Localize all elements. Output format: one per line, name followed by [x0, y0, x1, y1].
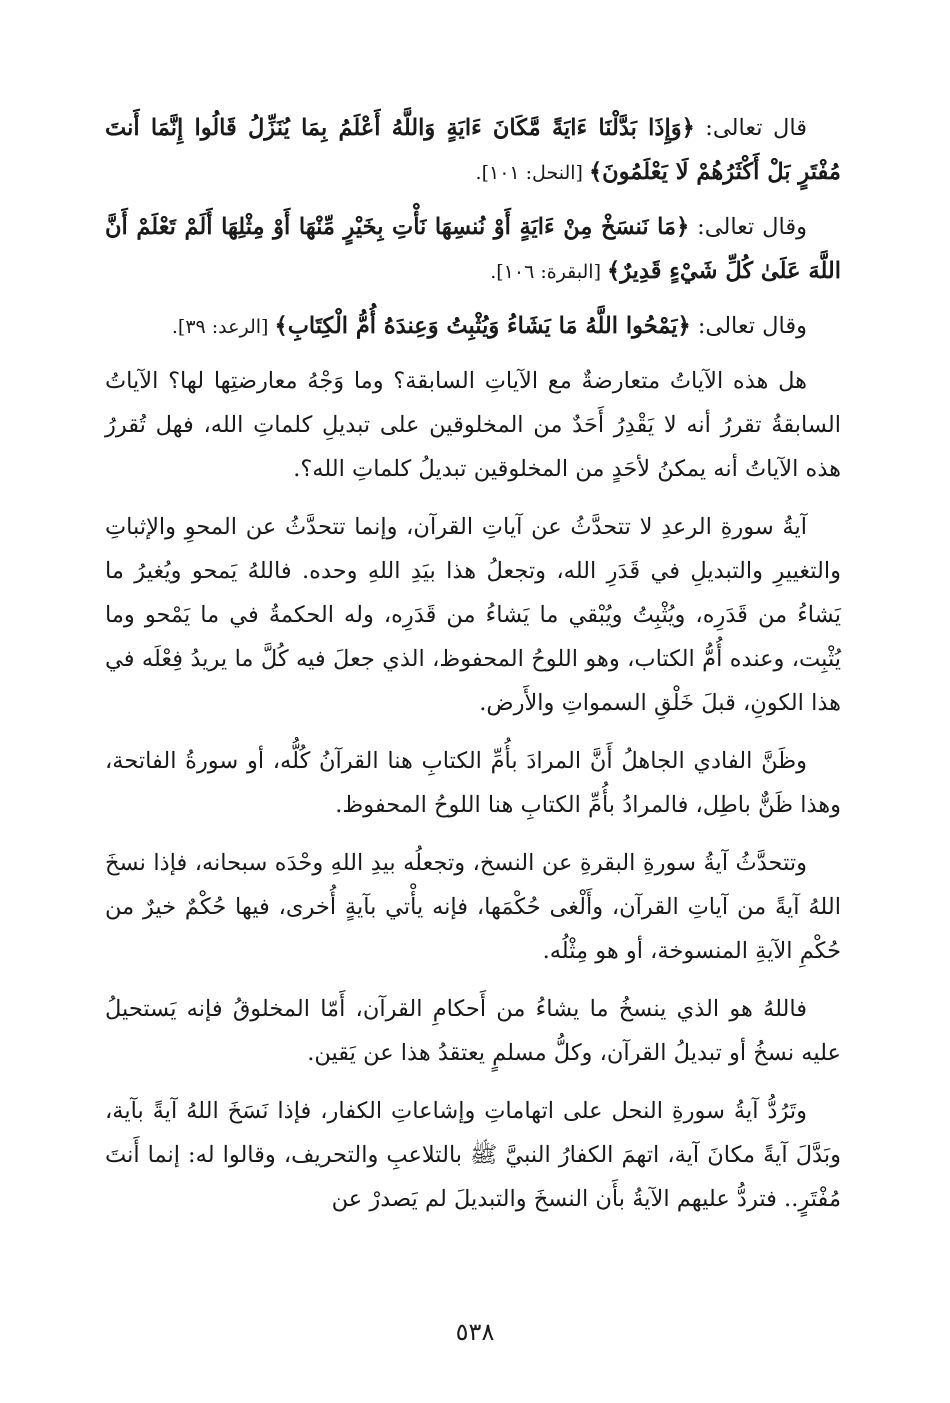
verse-paragraph-nahl-101 — [105, 106, 841, 195]
verse-paragraph-rad-39 — [105, 304, 841, 349]
verse-citation: [النحل: ١٠١]. — [475, 162, 589, 184]
quran-verse-text: وَإِذَا بَدَّلْنَا ءَايَةً مَّكَانَ ءَايَةٍ وَاللَّهُ أَعْلَمُ بِمَا يُنَزِّلُ قَالُوا إِنَّمَا أَنتَ مُفْتَرٍ بَلْ أَكْثَرُهُمْ لَا يَعْلَمُونَ — [105, 115, 841, 185]
page-body — [105, 106, 841, 1235]
ornate-close-bracket: ﴾ — [607, 258, 621, 284]
body-paragraph-rad-explanation: آيةُ سورةِ الرعدِ لا تتحدَّثُ عن آياتِ القرآن، وإنما تتحدَّثُ عن المحوِ والإثباتِ والتغييرِ والتبديلِ في قَدَرِ الله، وتجعلُ هذا بيَدِ اللهِ وحده. فاللهُ يَمحو ويُغيرُ ما يَشاءُ من قَدَرِه، ويُثْبِتُ ويُبْقي ما يَشاءُ من قَدَرِه، وله الحكمةُ في ما يَمْحو وما يُثْبِت، وعنده أُمُّ الكتاب، وهو اللوحُ المحفوظ، الذي جعلَ فيه كُلَّ ما يريدُ فِعْلَه في هذا الكونِ، قبلَ خَلْقِ السمواتِ والأَرض. — [105, 514, 841, 716]
body-paragraph-nahl-explanation: وتَرُدُّ آيةُ سورةِ النحل على اتهاماتِ وإشاعاتِ الكفار، فإذا نَسَخَ اللهُ آيةً بآية، وبَدَّلَ آيةً مكانَ آية، اتهمَ الكفارُ النبيَّ ﷺ بالتلاعبِ والتحريف، وقالوا له: إنما أَنتَ مُفْتَرٍ.. فتردُّ عليهم الآيةُ بأَن النسخَ والتبديلَ لم يَصدرْ عن — [105, 1098, 841, 1212]
body-paragraph-fadi-claim: وظَنَّ الفادي الجاهلُ أَنَّ المرادَ بأُمِّ الكتابِ هنا القرآنُ كُلُّه، أو سورةُ الفاتحة، وهذا ظَنٌّ باطِل، فالمرادُ بأُمِّ الكتابِ هنا اللوحُ المحفوظ. — [105, 748, 841, 818]
ornate-close-bracket: ﴾ — [588, 159, 603, 185]
verse-intro: وقال تعالى: — [689, 214, 807, 240]
ornate-close-bracket: ﴾ — [274, 313, 288, 339]
body-paragraph-baqarah-explanation: وتتحدَّثُ آيةُ سورةِ البقرةِ عن النسخ، وتجعلُه بيدِ اللهِ وحْدَه سبحانه، فإذا نسخَ اللهُ آيةً من آياتِ القرآن، وأَلْغى حُكْمَها، فإنه يأْتي بآيةٍ أُخرى، فيها حُكْمٌ خيرٌ من حُكْمِ الآيةِ المنسوخة، أو هو مِثْلُه. — [105, 850, 841, 964]
body-paragraph-question: هل هذه الآياتُ متعارضةٌ مع الآياتِ السابقة؟ وما وَجْهُ معارضتِها لها؟ الآياتُ السابقةُ تقررُ أنه لا يَقْدِرُ أَحَدٌ من المخلوقين على تبديلِ كلماتِ الله، فهل تُقررُ هذه الآياتُ أنه يمكنُ لأحَدٍ من المخلوقين تبديلُ كلماتِ الله؟. — [105, 368, 841, 482]
ornate-open-bracket: ﴿ — [681, 115, 695, 141]
ornate-open-bracket: ﴿ — [677, 313, 691, 339]
verse-paragraph-baqarah-106 — [105, 205, 841, 294]
verse-citation: [الرعد: ٣٩]. — [171, 316, 275, 338]
page-number: ٥٣٨ — [455, 1318, 495, 1346]
verse-intro: وقال تعالى: — [690, 313, 807, 339]
ornate-open-bracket: ﴿ — [676, 214, 690, 240]
verse-intro: قال تعالى: — [694, 115, 807, 141]
quran-verse-text: يَمْحُوا اللَّهُ مَا يَشَاءُ وَيُثْبِتُ وَعِندَهُ أُمُّ الْكِتَابِ — [287, 313, 678, 339]
verse-citation: [البقرة: ١٠٦]. — [490, 261, 608, 283]
quran-verse-text: مَا نَنسَخْ مِنْ ءَايَةٍ أَوْ نُنسِهَا نَأْتِ بِخَيْرٍ مِّنْهَا أَوْ مِثْلِهَا أَلَمْ تَعْلَمْ أَنَّ اللَّهَ عَلَىٰ كُلِّ شَيْءٍ قَدِيرٌ — [105, 214, 841, 284]
body-paragraph-abrogation-authority: فاللهُ هو الذي ينسخُ ما يشاءُ من أَحكامِ القرآن، أَمّا المخلوقُ فإنه يَستحيلُ عليه نسخُ أو تبديلُ القرآن، وكلُّ مسلمٍ يعتقدُ هذا عن يَقين. — [105, 996, 841, 1066]
